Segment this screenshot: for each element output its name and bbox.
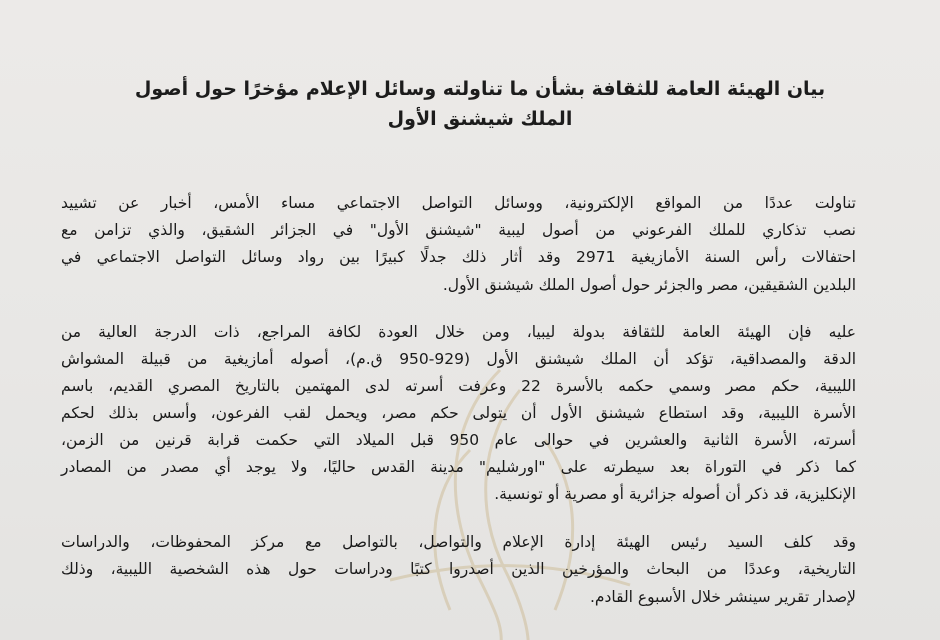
paragraph-1-line-4: البلدين الشقيقين، مصر والجزئر حول أصول الملك شيشنق الأول. <box>442 276 856 294</box>
paragraph-2-line-6: كما ذكر في التوراة بعد سيطرته على "اورشليم" مدينة القدس حاليًا، ولا يوجد أي مصدر من المصادر <box>61 458 856 476</box>
document-title-line-1: بيان الهيئة العامة للثقافة بشأن ما تناولته وسائل الإعلام مؤخرًا حول أصول <box>134 78 826 100</box>
document-title-line-2: الملك شيشنق الأول <box>387 108 573 130</box>
paragraph-2-line-7: الإنكليزية، قد ذكر أن أصوله جزائرية أو مصرية أو تونسية. <box>494 485 856 503</box>
paragraph-1-line-2: نصب تذكاري للملك الفرعوني من أصول ليبية "شيشنق الأول" في الجزائر الشقيق، والذي تزامن مع <box>61 221 856 239</box>
paragraph-2-line-5: أسرته، الأسرة الثانية والعشرين في حوالى عام 950 قبل الميلاد التي حكمت قرابة قرنين من الزمن، <box>61 431 856 449</box>
paragraph-2-line-3: الليبية، حكم مصر وسمي حكمه بالأسرة 22 وعرفت أسرته لدى المهتمين بالتاريخ المصري القديم، باسم <box>61 377 856 395</box>
paragraph-2-line-1: عليه فإن الهيئة العامة للثقافة بدولة ليبيا، ومن خلال العودة لكافة المراجع، ذات الدرجة العالية من <box>61 323 856 341</box>
paragraph-3-line-2: التاريخية، وعددًا من البحاث والمؤرخين الذين أصدروا كتبًا ودراسات حول هذه الشخصية الليبية، وذلك <box>61 560 856 578</box>
paragraph-3-line-1: وقد كلف السيد رئيس الهيئة إدارة الإعلام والتواصل، بالتواصل مع مركز المحفوظات، والدراسات <box>61 533 856 551</box>
paragraph-1-line-3: احتفالات رأس السنة الأمازيغية 2971 وقد أثار ذلك جدلًا كبيرًا بين رواد وسائل التواصل الاجتماعي في <box>61 248 856 266</box>
paragraph-2-line-4: الأسرة الليبية، وقد استطاع شيشنق الأول أن يتولى حكم مصر، ويحمل لقب الفرعون، وأسس بذلك لحكم <box>61 404 856 422</box>
paragraph-1-line-1: تناولت عددًا من المواقع الإلكترونية، ووسائل التواصل الاجتماعي مساء الأمس، أخبار عن تشييد <box>61 194 856 212</box>
paragraph-2-line-2: الدقة والمصداقية، تؤكد أن الملك شيشنق الأول (929-950 ق.م)، أصوله أمازيغية من قبيلة المشواش <box>61 350 856 368</box>
paragraph-3-line-3: لإصدار تقرير سينشر خلال الأسبوع القادم. <box>589 588 856 606</box>
